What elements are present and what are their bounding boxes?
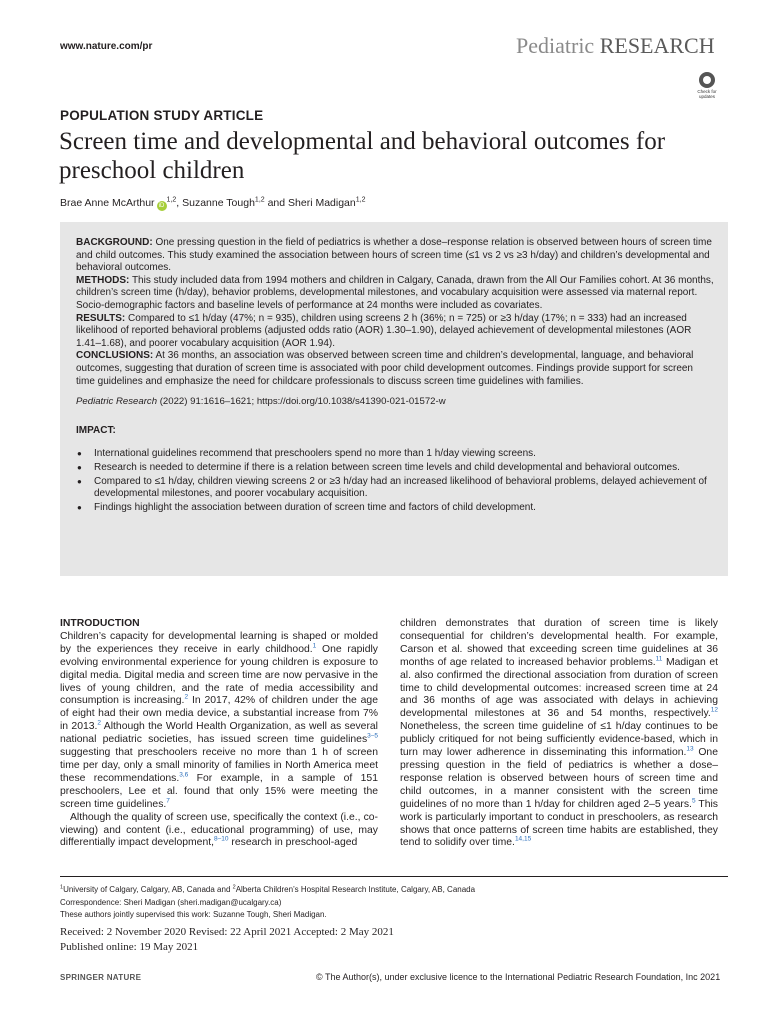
- body-column-right: [400, 618, 718, 850]
- impact-list: [76, 448, 714, 514]
- affiliation-line: $^1$University of Calgary, Calgary, AB, Canada and $^2$Alberta Children’s Hospital Research Institute, Calgary, AB, Canada: [60, 884, 476, 894]
- article-type: POPULATION STUDY ARTICLE: [60, 108, 264, 123]
- check-for-updates-badge[interactable]: [692, 72, 722, 104]
- published-date: Published online: 19 May 2021: [60, 941, 199, 953]
- check-updates-icon: [699, 72, 715, 88]
- section-label: METHODS:: [76, 274, 130, 286]
- impact-item: ● Findings highlight the association between duration of screen time and factors of child development.: [76, 502, 714, 515]
- abstract-box: [60, 222, 728, 576]
- abstract-methods: METHODS: This study included data from 1994 mothers and children in Calgary, Canada, drawn from the All Our Families cohort. At 36 months, children’s screen time (h/day), behavior problems, developmental milestones, and vocabulary acquisition were assessed via maternal report. Socio-demographic factors and baseline levels of performance at 24 months were included as covariates.: [76, 274, 714, 311]
- reference-link[interactable]: 7: [166, 797, 170, 805]
- publisher-logo: SPRINGER NATURE: [60, 973, 142, 982]
- author-affil-ref: 1,2: [254, 196, 265, 204]
- supervision-note: These authors jointly supervised this work: Suzanne Tough, Sheri Madigan.: [60, 910, 327, 919]
- reference-link[interactable]: 2: [184, 693, 189, 701]
- reference-link[interactable]: 13: [686, 745, 694, 753]
- author-affil-ref: 1,2: [355, 196, 366, 204]
- reference-link[interactable]: 8–10: [214, 835, 229, 843]
- author-separator: ,: [176, 197, 183, 209]
- body-paragraph: Children’s capacity for developmental learning is shaped or molded by the experiences they receive in early childhood.$^1$ One rapidly evolving environmental experience for young children is exposure to digital media. Digital media and screen time are now pervasive in the lives of young children, and the rate of media accessibility and consumption is increasing.$^2$ In 2017, 42% of children under the age of eight had their own media device, a substantial increase from 7% in 2013.$^2$ Although the World Health Organization, as well as several national pediatric societies, has issued screen time guidelines$^{3-5}$ suggesting that preschoolers receive no more than 1 h of screen time per day, only a small minority of families in North America meet these recommendations.$^{3,6}$ For example, in a sample of 151 preschoolers, Lee et al. found that only 15% were meeting the screen time guidelines.$^7$: [60, 630, 378, 810]
- reference-link[interactable]: 14,15: [514, 835, 532, 843]
- section-label: CONCLUSIONS:: [76, 350, 154, 362]
- reference-link[interactable]: 1: [312, 642, 317, 650]
- author-list: [60, 197, 365, 211]
- reference-link[interactable]: 3,6: [179, 771, 189, 779]
- copyright-notice: © The Author(s), under exclusive licence to the International Pediatric Research Foundation, Inc 2021: [316, 972, 721, 982]
- doi-link[interactable]: (2022) 91:1616–1621; https://doi.org/10.1038/s41390-021-01572-w: [157, 396, 446, 408]
- section-label: RESULTS:: [76, 312, 126, 324]
- section-heading: INTRODUCTION: [60, 618, 140, 629]
- journal-name-part1: Pediatric: [516, 33, 595, 58]
- journal-logo: [516, 33, 715, 59]
- reference-link[interactable]: 3–5: [367, 732, 378, 740]
- affiliations: [60, 884, 728, 922]
- received-dates: Received: 2 November 2020 Revised: 22 April 2021 Accepted: 2 May 2021: [60, 926, 394, 938]
- section-label: BACKGROUND:: [76, 237, 153, 248]
- footnote-divider: [60, 876, 728, 877]
- reference-link[interactable]: 11: [655, 655, 663, 663]
- badge-label: Check for updates: [697, 89, 717, 99]
- correspondence-line[interactable]: Correspondence: Sheri Madigan (sheri.madigan@ucalgary.ca): [60, 897, 282, 907]
- journal-url[interactable]: www.nature.com/pr: [60, 41, 153, 52]
- reference-link[interactable]: 2: [97, 719, 102, 727]
- reference-link[interactable]: 12: [710, 706, 718, 714]
- abstract-results: RESULTS: Compared to ≤1 h/day (47%; n = 935), children using screens 2 h (36%; n = 725) or ≥3 h/day (17%; n = 333) had an increased likelihood of reported behavioral problems (adjusted odds ratio (AOR) 1.30–1.90), delayed achievement of developmental milestones (AOR 1.41–1.68), and poorer vocabulary acquisition (AOR 1.94).: [76, 312, 692, 349]
- orcid-icon[interactable]: iD: [157, 201, 167, 211]
- author-name[interactable]: Sheri Madigan: [288, 197, 356, 209]
- body-paragraph: Although the quality of screen use, specifically the context (i.e., co-viewing) and content (i.e., educational programming) of use, may differentially impact development,$^{8-10}$ research in preschool-aged: [60, 811, 378, 849]
- abstract-conclusions: CONCLUSIONS: At 36 months, an association was observed between screen time and children’s developmental, language, and behavioral outcomes, suggesting that duration of screen time is associated with poor child development outcomes. Findings provide support for screen time guidelines and emphasize the need for childcare professionals to discuss screen time guidelines with families.: [76, 350, 694, 387]
- journal-name-part2: RESEARCH: [599, 33, 715, 58]
- author-separator: and: [264, 197, 289, 209]
- author-name[interactable]: Brae Anne McArthur: [60, 197, 155, 209]
- paragraph-continued: research in preschool-aged: [228, 837, 358, 849]
- body-paragraph: children demonstrates that duration of screen time is likely consequential for children’s developmental health. For example, Carson et al. showed that exceeding screen time guidelines at 36 months of age related to increased behavior problems.$^{11}$ Madigan et al. also confirmed the directional association from duration of screen time to child developmental outcomes: increased screen time at 24 and 36 months of age was associated with delays in achieving developmental milestones at 36 and 54 months, respectively.$^{12}$ Nonetheless, the screen time guideline of ≤1 h/day continues to be publicly critiqued for not being sufficiently evidence-based, which in turn may lower adherence in disseminating this information.$^{13}$ One pressing question in the field of pediatrics is whether a dose–response relation is observed between hours of screen time and child outcomes, in a manner consistent with the screen time guidelines of no more than 1 h/day for children aged 2–5 years.$^5$ This work is particularly important to conduct in preschoolers, as research shows that once patterns of screen time habits are established, they tend to solidify over time.$^{14,15}$: [400, 618, 718, 849]
- article-title: Screen time and developmental and behavioral outcomes for preschool children: [59, 128, 666, 184]
- article-dates: [60, 925, 394, 955]
- reference-link[interactable]: 5: [691, 797, 696, 805]
- impact-item: ● Research is needed to determine if there is a relation between screen time levels and child developmental and behavioral outcomes.: [76, 462, 714, 475]
- abstract-background: BACKGROUND: One pressing question in the field of pediatrics is whether a dose–response relation is observed between hours of screen time and child outcomes. This study examined the association between hours of screen time (≤1 vs 2 vs ≥3 h/day) and children’s developmental and behavioral outcomes.: [76, 237, 712, 274]
- author-name[interactable]: Suzanne Tough: [182, 197, 255, 209]
- body-column-left: [60, 618, 378, 850]
- author-affil-ref: 1,2: [166, 196, 177, 204]
- impact-item: ● Compared to ≤1 h/day, children viewing screens 2 or ≥3 h/day had an increased likelihood of behavioral problems, delayed achievement of developmental milestones, and poorer vocabulary acquisition.: [76, 476, 714, 501]
- impact-heading: IMPACT:: [76, 424, 116, 436]
- citation-line: Pediatric Research (2022) 91:1616–1621; https://doi.org/10.1038/s41390-021-01572-w: [76, 396, 446, 408]
- impact-item: ● International guidelines recommend that preschoolers spend no more than 1 h/day viewing screens.: [76, 448, 714, 461]
